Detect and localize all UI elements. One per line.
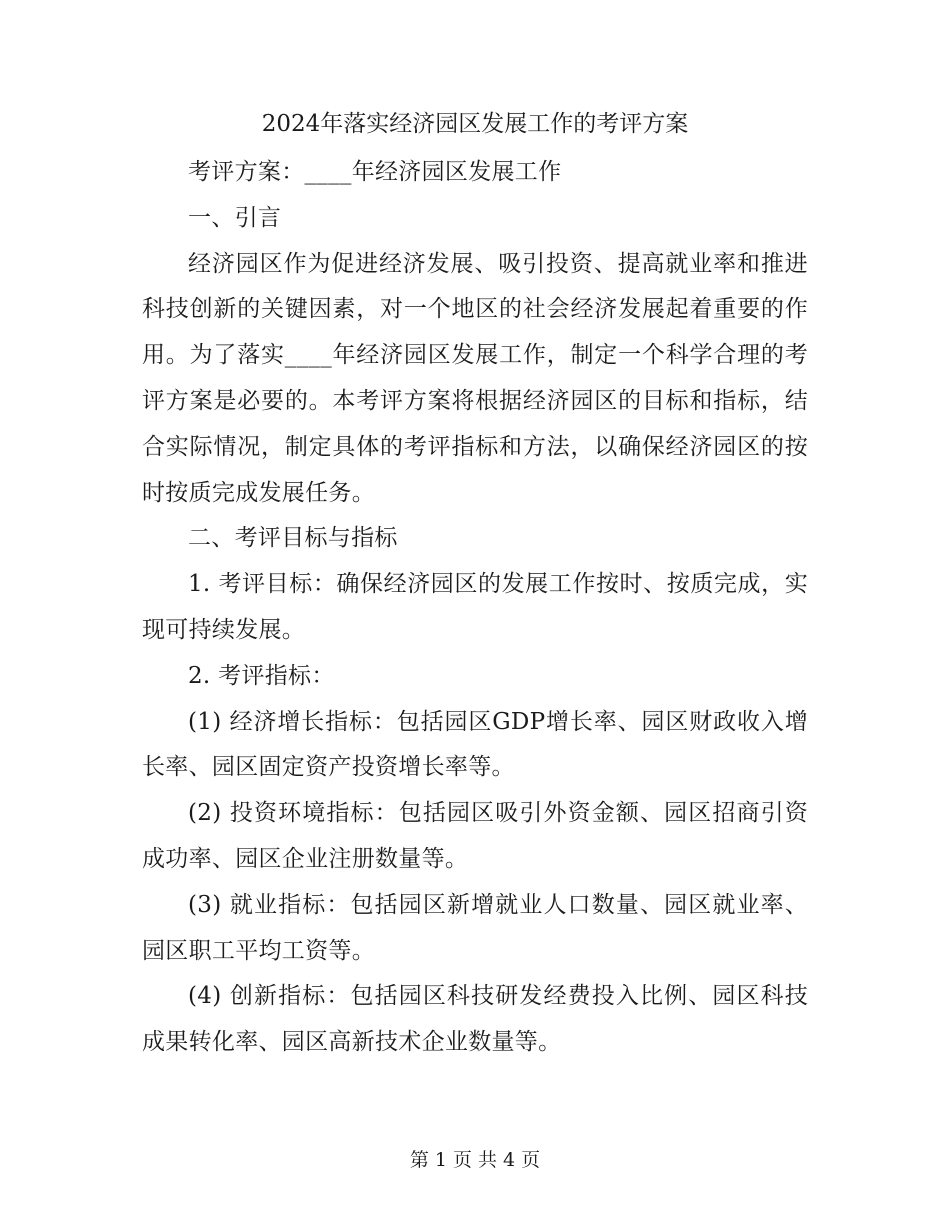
heading-introduction: 一、引言 [188,204,282,231]
paragraph-evaluation-goal: 1. 考评目标：确保经济园区的发展工作按时、按质完成，实现可持续发展。 [142,571,808,643]
paragraph-introduction: 经济园区作为促进经济发展、吸引投资、提高就业率和推进科技创新的关键因素，对一个地区的社会经济发展起着重要的作用。为了落实____年经济园区发展工作，制定一个科学合理的考评方案是必要的。本考评方案将根据经济园区的目标和指标，结合实际情况，制定具体的考评指标和方法，以确保经济园区的按时按质完成发展任务。 [142,250,808,506]
indicator-economic-growth: (1) 经济增长指标：包括园区GDP增长率、园区财政收入增长率、园区固定资产投资增长率等。 [142,708,808,781]
indicator-employment: (3) 就业指标：包括园区新增就业人口数量、园区就业率、园区职工平均工资等。 [142,891,808,964]
indicator-investment-environment: (2) 投资环境指标：包括园区吸引外资金额、园区招商引资成功率、园区企业注册数量等。 [142,800,808,872]
document-title: 2024年落实经济园区发展工作的考评方案 [261,111,689,137]
paragraph-plan-title: 考评方案：____年经济园区发展工作 [188,159,562,185]
indicator-innovation: (4) 创新指标：包括园区科技研发经费投入比例、园区科技成果转化率、园区高新技术企业数量等。 [142,983,808,1056]
paragraph-evaluation-indicators: 2. 考评指标： [188,662,335,689]
heading-goals-and-indicators: 二、考评目标与指标 [188,525,398,552]
page-footer: 第 1 页 共 4 页 [409,1149,541,1171]
document-body [142,150,808,1066]
